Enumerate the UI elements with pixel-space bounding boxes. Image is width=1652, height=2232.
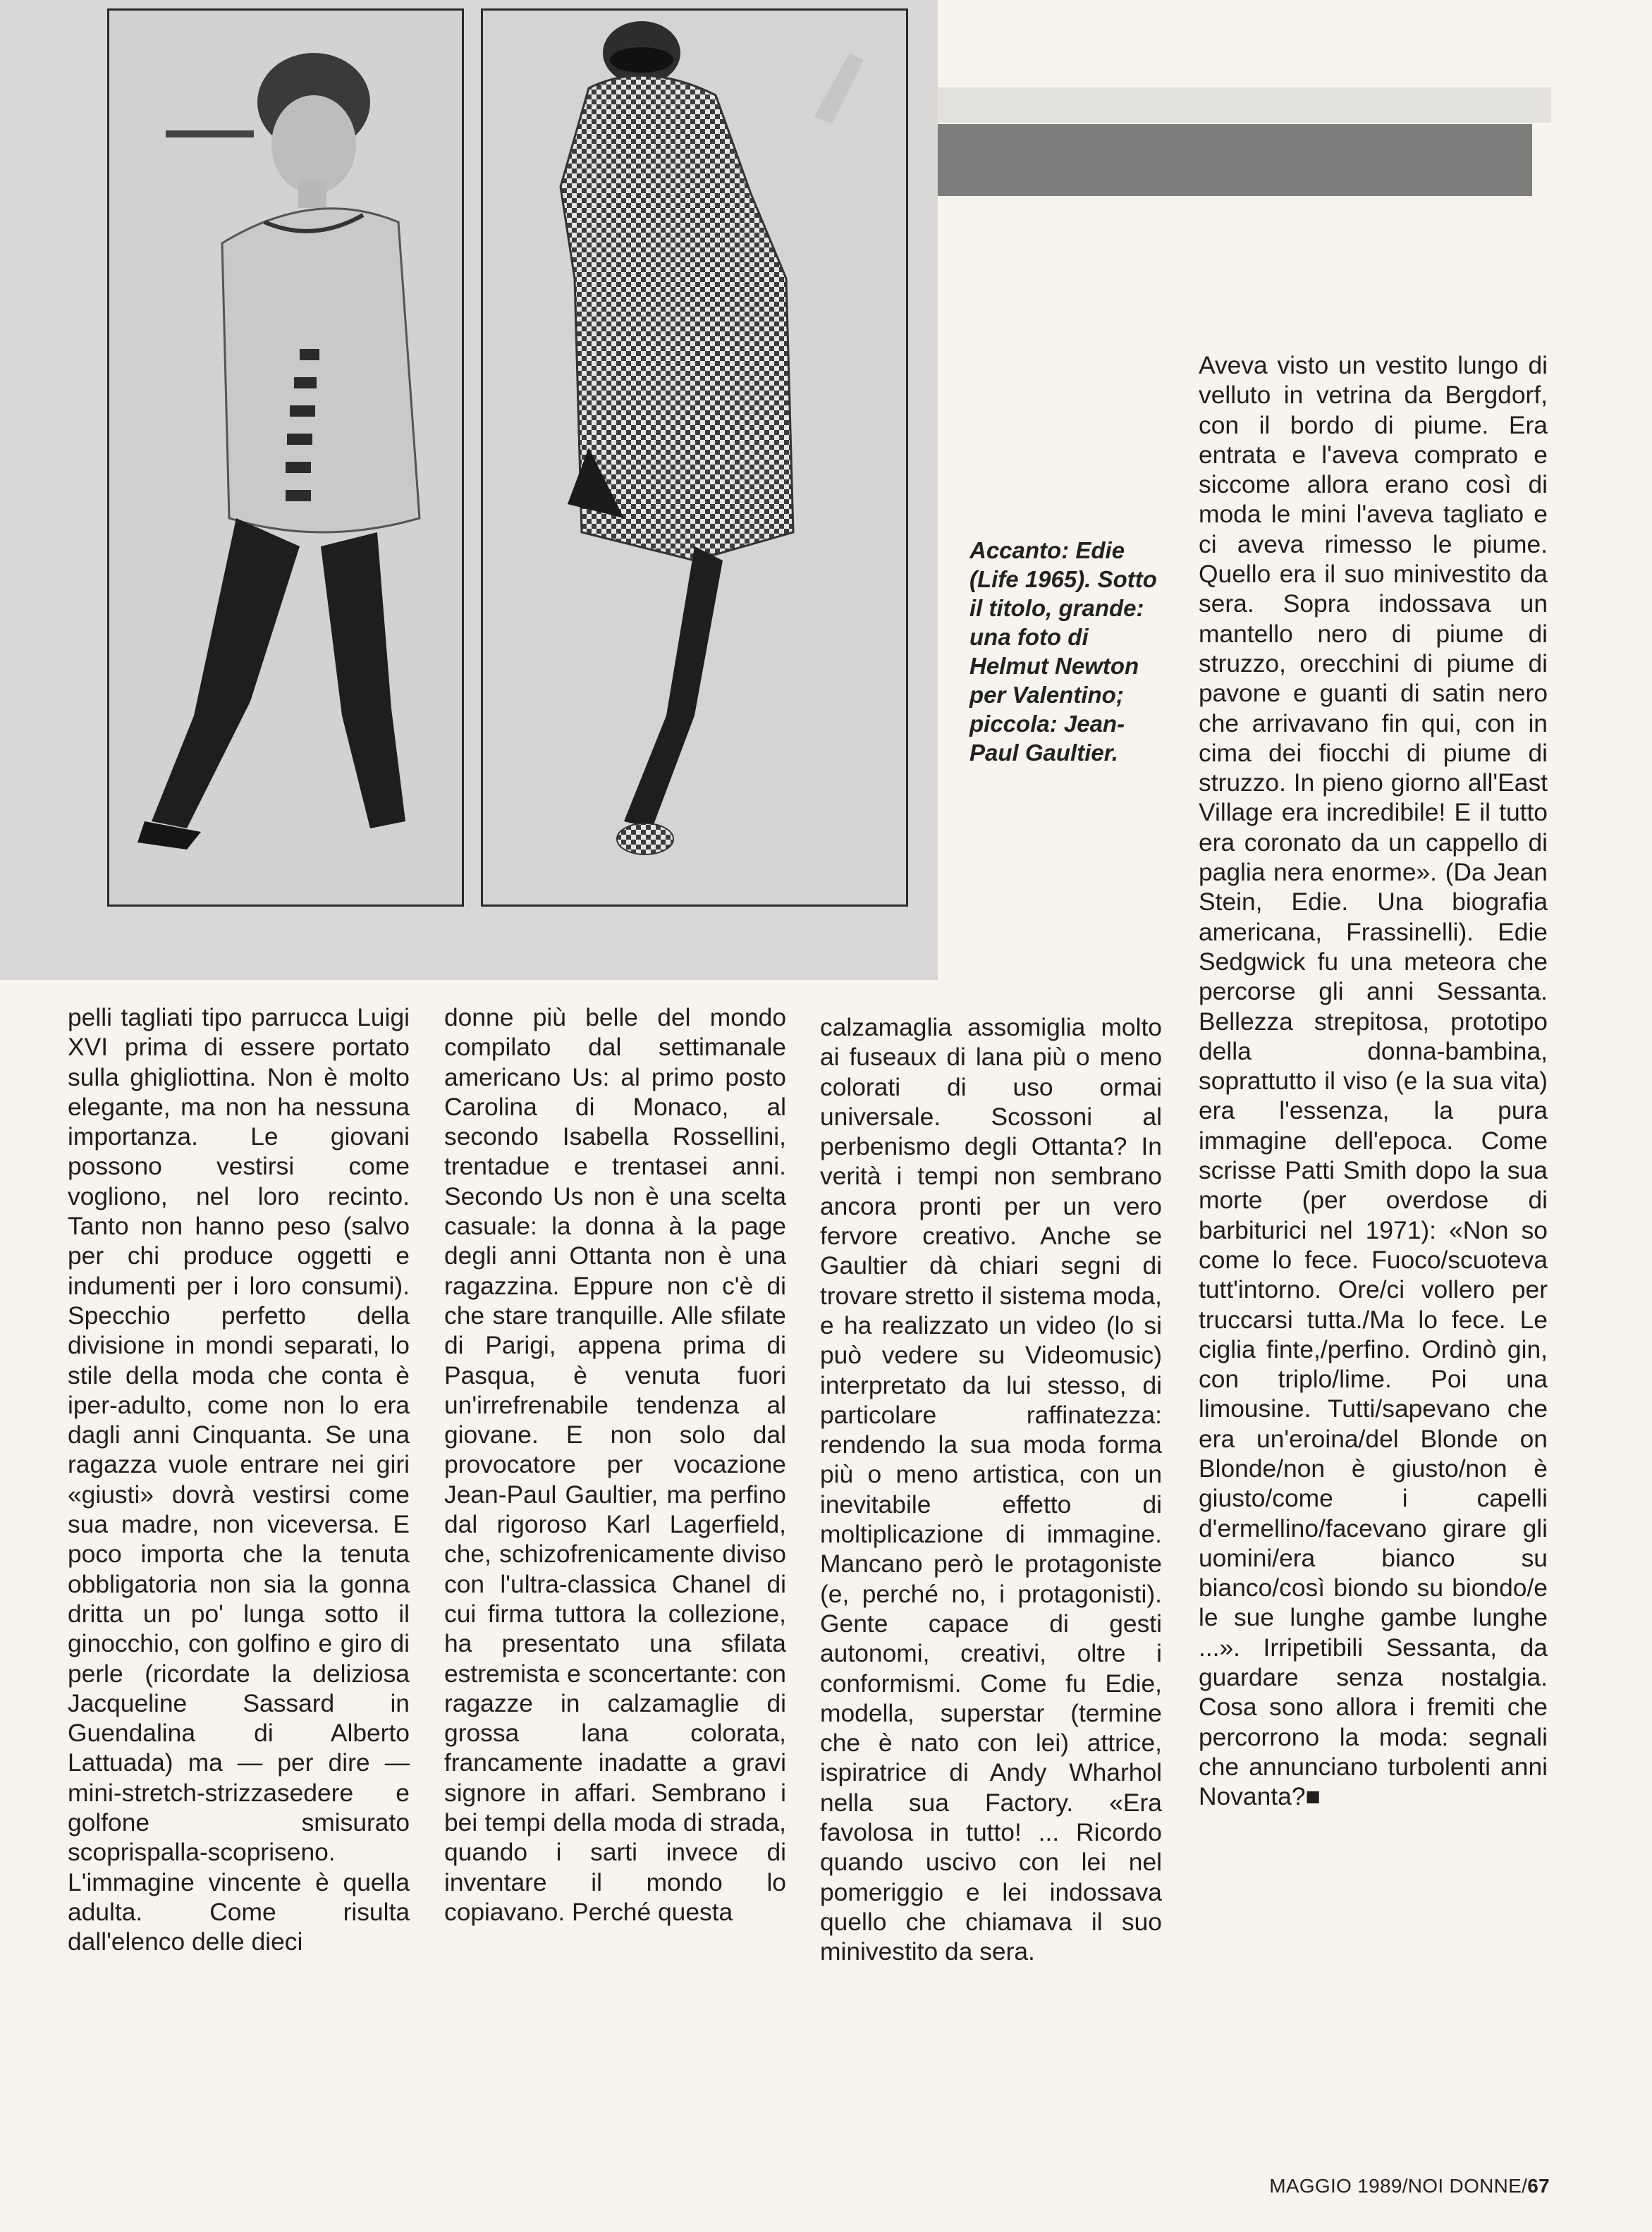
article-column-4 [1199, 350, 1548, 1812]
article-text-1: pelli tagliati tipo parrucca Luigi XVI prima di essere portato sulla ghigliottina. Non è molto elegante, ma non ha nessuna importanza. Le giovani possono vestirsi come vogliono, nel loro recinto. Tanto non hanno peso (salvo per chi produce oggetti e indumenti per i loro consumi). Specchio perfetto della divisione in mondi separati, lo stile della moda che conta è iper-adulto, come non lo era dagli anni Cinquanta. Se una ragazza vuole entrare nei giri «giusti» dovrà vestirsi come sua madre, non viceversa. E poco importa che la tenuta obbligatoria non sia la gonna dritta un po' lunga sotto il ginocchio, con golfino e giro di perle (ricordate la deliziosa Jacqueline Sassard in Guendalina di Alberto Lattuada) ma — per dire — mini-stretch-strizzasedere e golfone smisurato scoprispalla-scopriseno. L'immagine vincente è quella adulta. Come risulta dall'elenco delle dieci [68, 1003, 410, 1956]
page-footer [1169, 2175, 1550, 2197]
photo-edie-sedgwick [107, 8, 464, 907]
article-text-2: donne più belle del mondo compilato dal settimanale americano Us: al primo posto Carolina di Monaco, al secondo Isabella Rossellini, trentadue e trentasei anni. Secondo Us non è una scelta casuale: la donna à la page degli anni Ottanta non è una ragazzina. Eppure non c'è di che stare tranquille. Alle sfilate di Parigi, appena prima di Pasqua, è venuta fuori un'irrefrenabile tendenza al giovane. E non solo dal provocatore per vocazione Jean-Paul Gaultier, ma perfino dal rigoroso Karl Lagerfield, che, schizofrenicamente diviso con l'ultra-classica Chanel di cui firma tuttora la collezione, ha presentato una sfilata estremista e sconcertante: con ragazze in calzamaglie di grossa lana colorata, francamente inadatte a gravi signore in affari. Sembrano i bei tempi della moda di strada, quando i sarti invece di inventare il mondo lo copiavano. Perché questa [444, 1003, 786, 1926]
photo-panel [0, 0, 938, 980]
photo-gaultier-model [481, 8, 908, 907]
article-text-3: calzamaglia assomiglia molto ai fuseaux di lana più o meno colorati di uso ormai universale. Scossoni al perbenismo degli Ottanta? In verità i tempi non sembrano ancora pronti per un vero fervore creativo. Anche se Gaultier dà chiari segni di trovare stretto il sistema moda, e ha realizzato un video (lo si può vedere su Videomusic) interpretato da lui stesso, di particolare raffinatezza: rendendo la sua moda forma più o meno artistica, con un inevitabile effetto di moltiplicazione di immagine. Mancano però le protagoniste (e, perché no, i protagonisti). Gente capace di gesti autonomi, creativi, oltre i conformismi. Come fu Edie, modella, superstar (termine che è nato con lei) attrice, ispiratrice di Andy Wharhol nella sua Factory. «Era favolosa in tutto! ... Ricordo quando uscivo con lei nel pomeriggio e lei indossava quello che chiamava il suo minivestito da sera. [820, 1013, 1162, 1966]
footer-issue: MAGGIO 1989/NOI DONNE/ [1269, 2175, 1528, 2197]
title-band [938, 124, 1532, 196]
article-text-4: Aveva visto un vestito lungo di velluto in vetrina da Bergdorf, con il bordo di piume. Era entrata e l'aveva comprato e siccome allora erano così di moda le mini l'aveva tagliato e ci aveva rimesso le piume. Quello era il suo minivestito da sera. Sopra indossava un mantello nero di piume di struzzo, orecchini di piume di pavone e guanti di satin nero che arrivavano fin qui, con in cima dei fiocchi di piume di struzzo. In pieno giorno all'East Village era incredibile! E il tutto era coronato da un cappello di paglia nera enorme». (Da Jean Stein, Edie. Una biografia americana, Frassinelli). Edie Sedgwick fu una meteora che percorse gli anni Sessanta. Bellezza strepitosa, prototipo della donna-bambina, soprattutto il viso (e la sua vita) era l'essenza, la pura immagine dell'epoca. Come scrisse Patti Smith dopo la sua morte (per overdose di barbiturici nel 1971): «Non so come lo fece. Fuoco/scuoteva tutt'intorno. Ore/ci vollero per truccarsi tutta./Ma lo fece. Le ciglia finte,/perfino. Ordinò gin, con triplo/lime. Poi una limousine. Tutti/sapevano che era un'eroina/del Blonde on Blonde/non è giusto/non è giusto/come i capelli d'ermellino/facevano girare gli uomini/era bianco su bianco/così biondo su biondo/e le sue lunghe gambe lunghe ...». Irripetibili Sessanta, da guardare senza nostalgia. Cosa sono allora i fremiti che percorrono la moda: segnali che annunciano turbolenti anni Novanta?■ [1199, 351, 1548, 1811]
article-column-2 [444, 1002, 786, 1927]
page-number: 67 [1527, 2175, 1550, 2197]
article-column-1 [68, 1002, 410, 1957]
photo-caption: Accanto: Edie (Life 1965). Sotto il titolo, grande: una foto di Helmut Newton per Valentino; piccola: Jean-Paul Gaultier. [969, 537, 1157, 766]
article-column-3 [820, 1012, 1162, 1967]
